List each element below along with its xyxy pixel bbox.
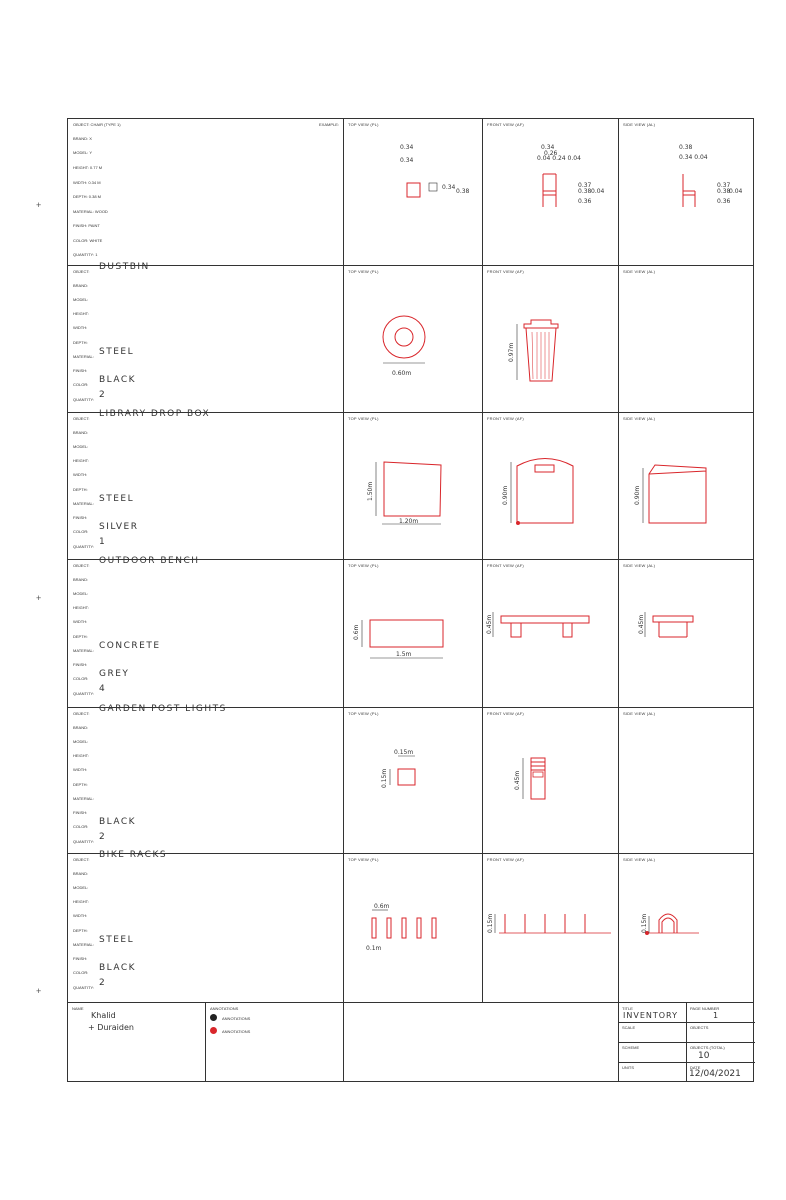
field-label: BRAND:	[73, 725, 89, 730]
inventory-row-outdoor-bench	[68, 556, 753, 708]
field-label: FINISH:	[73, 956, 88, 961]
front-view-cell	[482, 708, 618, 853]
quantity-value: 1	[99, 537, 107, 547]
title-block	[68, 1003, 753, 1081]
field-label: QUANTITY:	[73, 839, 95, 844]
field-label: BRAND:	[73, 577, 89, 582]
view-label: FRONT VIEW (AF)	[487, 711, 524, 716]
example-front-view	[482, 119, 618, 265]
view-label: TOP VIEW (PL)	[348, 416, 379, 421]
field-label: MODEL:	[73, 444, 89, 449]
quantity-value: 2	[99, 390, 107, 400]
field-label: OBJECT:	[73, 269, 90, 274]
dim-label: 0.6m	[353, 624, 360, 640]
example-line: OBJECT: CHAIR (TYPE 1)	[73, 122, 121, 127]
inventory-row-library-drop-box	[68, 409, 753, 560]
example-line: HEIGHT: 0.77 M	[73, 165, 103, 170]
field-label: BRAND:	[73, 871, 89, 876]
example-line: BRAND: X	[73, 136, 92, 141]
object-value: DUSTBIN	[99, 262, 150, 272]
object-info-cell	[68, 262, 343, 412]
color-value: BLACK	[99, 963, 137, 973]
view-label: TOP VIEW (PL)	[348, 711, 379, 716]
page-number-value: 1	[713, 1011, 719, 1020]
field-label: MATERIAL:	[73, 796, 94, 801]
bench-top-outline	[370, 620, 443, 647]
objects-label: OBJECTS	[690, 1025, 709, 1030]
view-label: TOP VIEW (PL)	[348, 122, 379, 127]
field-label: HEIGHT:	[73, 311, 89, 316]
date-label: DATE	[690, 1065, 701, 1070]
dustbin-front-drawing	[483, 266, 619, 413]
field-label: COLOR:	[73, 529, 89, 534]
dim-label: 0.36	[717, 198, 731, 205]
material-value: STEEL	[99, 347, 135, 357]
field-label: BRAND:	[73, 430, 89, 435]
field-label: FINISH:	[73, 515, 88, 520]
color-value: BLACK	[99, 817, 137, 827]
chair-top-drawing	[344, 119, 483, 266]
view-label: TOP VIEW (PL)	[348, 857, 379, 862]
view-label: SIDE VIEW (AL)	[623, 416, 656, 421]
dropbox-top-drawing	[344, 413, 483, 560]
example-line: WIDTH: 0.34 M	[73, 180, 101, 185]
annotation-label: ANNOTATIONS	[222, 1029, 251, 1034]
dropbox-front-outline	[517, 459, 573, 524]
field-label: FINISH:	[73, 368, 88, 373]
dim-label: 0.04	[591, 188, 605, 195]
dustbin-ribs	[532, 332, 549, 379]
example-info-cell	[68, 119, 343, 265]
dim-label: 0.1m	[366, 945, 382, 952]
front-view-cell	[482, 560, 618, 707]
date-value: 12/04/2021	[689, 1069, 741, 1079]
dropbox-front-drawing	[483, 413, 619, 560]
bikerack-side-drawing	[619, 854, 754, 1003]
top-view-cell	[343, 266, 482, 412]
example-side-view	[618, 119, 753, 265]
title-label: TITLE	[622, 1006, 633, 1011]
top-view-cell	[343, 413, 482, 559]
objects-total-label: OBJECTS (TOTAL)	[690, 1045, 725, 1050]
field-label: BRAND:	[73, 283, 89, 288]
black-annotation-dot	[210, 1014, 217, 1021]
field-label: WIDTH:	[73, 325, 88, 330]
name-value: Khalid	[91, 1011, 116, 1020]
example-line: MATERIAL: WOOD	[73, 209, 108, 214]
view-label: SIDE VIEW (AL)	[623, 269, 656, 274]
view-label: SIDE VIEW (AL)	[623, 122, 656, 127]
example-label: EXAMPLE:	[318, 122, 339, 127]
field-label: MODEL:	[73, 591, 89, 596]
object-value: OUTDOOR BENCH	[99, 556, 200, 566]
field-label: HEIGHT:	[73, 605, 89, 610]
objects-total-value: 10	[698, 1051, 710, 1061]
bench-side-outline	[653, 616, 693, 637]
dim-label: 1.5m	[396, 651, 412, 658]
dim-label: 0.34	[442, 184, 456, 191]
dim-label: 0.45m	[486, 614, 493, 634]
dim-label: 0.60m	[392, 370, 412, 377]
postlight-front-outline	[531, 758, 545, 799]
postlight-top-drawing	[344, 708, 483, 854]
example-line: COLOR: WHITE	[73, 238, 103, 243]
material-value: STEEL	[99, 935, 135, 945]
field-label: DEPTH:	[73, 340, 88, 345]
quantity-value: 2	[99, 832, 107, 842]
annotation-label: ANNOTATIONS	[222, 1016, 251, 1021]
field-label: MODEL:	[73, 739, 89, 744]
inventory-sheet	[67, 118, 754, 1082]
view-label: FRONT VIEW (AF)	[487, 857, 524, 862]
field-label: OBJECT:	[73, 416, 90, 421]
dim-label: 0.34	[400, 157, 414, 164]
color-value: SILVER	[99, 522, 139, 532]
dim-label: 0.15m	[487, 913, 494, 933]
name-value: + Duraiden	[88, 1023, 134, 1032]
dim-label: 0.38	[717, 188, 731, 195]
dim-label: 0.26	[544, 150, 558, 157]
field-label: WIDTH:	[73, 913, 88, 918]
field-label: QUANTITY:	[73, 691, 95, 696]
field-label: MATERIAL:	[73, 942, 94, 947]
name-cell	[68, 1003, 205, 1081]
red-annotation-dot	[210, 1027, 217, 1034]
chair-front-drawing	[483, 119, 619, 266]
crop-mark-2: +	[36, 593, 42, 603]
example-line: DEPTH: 0.38 M	[73, 194, 102, 199]
object-info-cell	[68, 850, 343, 1002]
dim-label: 0.37	[717, 182, 731, 189]
top-view-cell	[343, 560, 482, 707]
object-info-cell	[68, 409, 343, 559]
field-label: MODEL:	[73, 297, 89, 302]
dim-label: 0.90m	[502, 485, 509, 505]
field-label: DEPTH:	[73, 487, 88, 492]
postlight-top-outline	[398, 769, 415, 785]
dim-label: 0.15m	[641, 913, 648, 933]
bench-top-drawing	[344, 560, 483, 708]
view-label: TOP VIEW (PL)	[348, 269, 379, 274]
field-label: DEPTH:	[73, 634, 88, 639]
chair-side-outline	[683, 174, 695, 207]
field-label: MATERIAL:	[73, 354, 94, 359]
quantity-value: 4	[99, 684, 107, 694]
object-info-cell	[68, 704, 343, 853]
dim-label: 0.38	[456, 188, 470, 195]
front-view-cell	[482, 854, 618, 1002]
example-line: MODEL: Y	[73, 150, 93, 155]
annotations-cell	[205, 1003, 343, 1081]
field-label: COLOR:	[73, 676, 89, 681]
field-label: QUANTITY:	[73, 544, 95, 549]
material-value: CONCRETE	[99, 641, 161, 651]
dim-label: 0.45m	[514, 770, 521, 790]
field-label: DEPTH:	[73, 928, 88, 933]
field-label: MODEL:	[73, 885, 89, 890]
dim-label: 0.45m	[638, 614, 645, 634]
title-value: INVENTORY	[623, 1011, 678, 1020]
object-info-cell	[68, 556, 343, 707]
field-label: WIDTH:	[73, 619, 88, 624]
dim-label: 0.34 0.04	[679, 154, 708, 161]
dim-label: 0.6m	[374, 903, 390, 910]
dim-label: 0.38	[679, 144, 693, 151]
crop-mark-3: +	[36, 986, 42, 996]
example-line: FINISH: PAINT	[73, 223, 100, 228]
field-label: HEIGHT:	[73, 753, 89, 758]
bench-front-outline	[501, 616, 589, 637]
field-label: QUANTITY:	[73, 985, 95, 990]
info-cell-left	[618, 1003, 686, 1081]
dustbin-top-drawing	[344, 266, 483, 413]
object-value: BIKE RACKS	[99, 850, 168, 860]
field-label: DEPTH:	[73, 782, 88, 787]
field-label: FINISH:	[73, 662, 88, 667]
crop-mark-1: +	[36, 200, 42, 210]
field-label: OBJECT:	[73, 711, 90, 716]
dim-label: 0.38	[578, 188, 592, 195]
inventory-row-bike-racks	[68, 850, 753, 1003]
dim-label: 1.50m	[367, 481, 374, 501]
view-label: FRONT VIEW (AF)	[487, 122, 524, 127]
dropbox-slot	[535, 465, 554, 472]
dim-label: 0.97m	[508, 342, 515, 362]
dim-label: 0.15m	[394, 749, 414, 756]
dropbox-side-drawing	[619, 413, 754, 560]
field-label: OBJECT:	[73, 857, 90, 862]
dim-label: 0.34	[541, 144, 555, 151]
side-view-cell	[618, 708, 753, 853]
view-label: FRONT VIEW (AF)	[487, 269, 524, 274]
dim-label: 0.36	[578, 198, 592, 205]
example-top-view	[343, 119, 482, 265]
side-view-cell	[618, 413, 753, 559]
units-label: UNITS	[622, 1065, 634, 1070]
chair-side-drawing	[619, 119, 754, 266]
dim-label: 0.15m	[381, 768, 388, 788]
dustbin-inner-circle	[395, 328, 413, 346]
color-value: BLACK	[99, 375, 137, 385]
page-number-label: PAGE NUMBER	[690, 1006, 720, 1011]
dim-label: 0.34	[400, 144, 414, 151]
postlight-front-drawing	[483, 708, 619, 854]
field-label: HEIGHT:	[73, 458, 89, 463]
side-view-cell	[618, 266, 753, 412]
chair-top-small	[429, 183, 437, 191]
front-view-cell	[482, 266, 618, 412]
field-label: QUANTITY:	[73, 397, 95, 402]
bench-front-drawing	[483, 560, 619, 708]
dim-label: 0.37	[578, 182, 592, 189]
field-label: COLOR:	[73, 824, 89, 829]
top-view-cell	[343, 708, 482, 853]
chair-top-outline	[407, 183, 420, 197]
side-view-cell	[618, 560, 753, 707]
dustbin-outer-circle	[383, 316, 425, 358]
view-label: FRONT VIEW (AF)	[487, 563, 524, 568]
annotations-label: ANNOTATIONS	[210, 1006, 239, 1011]
view-label: FRONT VIEW (AF)	[487, 416, 524, 421]
material-value: STEEL	[99, 494, 135, 504]
field-label: COLOR:	[73, 970, 89, 975]
view-label: SIDE VIEW (AL)	[623, 857, 656, 862]
field-label: HEIGHT:	[73, 899, 89, 904]
info-cell-right	[686, 1003, 753, 1081]
scheme-label: SCHEME	[622, 1045, 640, 1050]
quantity-value: 2	[99, 978, 107, 988]
inventory-row-dustbin	[68, 262, 753, 413]
field-label: WIDTH:	[73, 472, 88, 477]
bikerack-front-drawing	[483, 854, 619, 1003]
inventory-row-garden-post-lights	[68, 704, 753, 854]
field-label: WIDTH:	[73, 767, 88, 772]
field-label: MATERIAL:	[73, 648, 94, 653]
object-value: GARDEN POST LIGHTS	[99, 704, 227, 714]
side-view-cell	[618, 854, 753, 1002]
name-label: NAME	[72, 1006, 84, 1011]
field-label: FINISH:	[73, 810, 88, 815]
dropbox-side-outline	[649, 465, 706, 523]
dim-label: 0.04 0.24 0.04	[537, 155, 581, 162]
dim-label: 0.04	[729, 188, 743, 195]
field-label: MATERIAL:	[73, 501, 94, 506]
front-view-cell	[482, 413, 618, 559]
bikerack-top-drawing	[344, 854, 483, 1003]
field-label: OBJECT:	[73, 563, 90, 568]
example-row	[68, 119, 753, 266]
example-line: QUANTITY: 1	[73, 252, 98, 257]
view-label: TOP VIEW (PL)	[348, 563, 379, 568]
top-view-cell	[343, 854, 482, 1002]
field-label: COLOR:	[73, 382, 89, 387]
bench-side-drawing	[619, 560, 754, 708]
color-value: GREY	[99, 669, 130, 679]
scale-label: SCALE	[622, 1025, 636, 1030]
object-value: LIBRARY DROP BOX	[99, 409, 211, 419]
view-label: SIDE VIEW (AL)	[623, 563, 656, 568]
view-label: SIDE VIEW (AL)	[623, 711, 656, 716]
chair-front-outline	[543, 174, 556, 207]
bikerack-front-posts	[505, 914, 585, 933]
dropbox-top-outline	[384, 462, 441, 516]
dim-label: 1.20m	[399, 518, 419, 525]
dim-label: 0.90m	[634, 485, 641, 505]
blank-cell	[343, 1003, 618, 1081]
bikerack-side-outline	[659, 914, 677, 933]
